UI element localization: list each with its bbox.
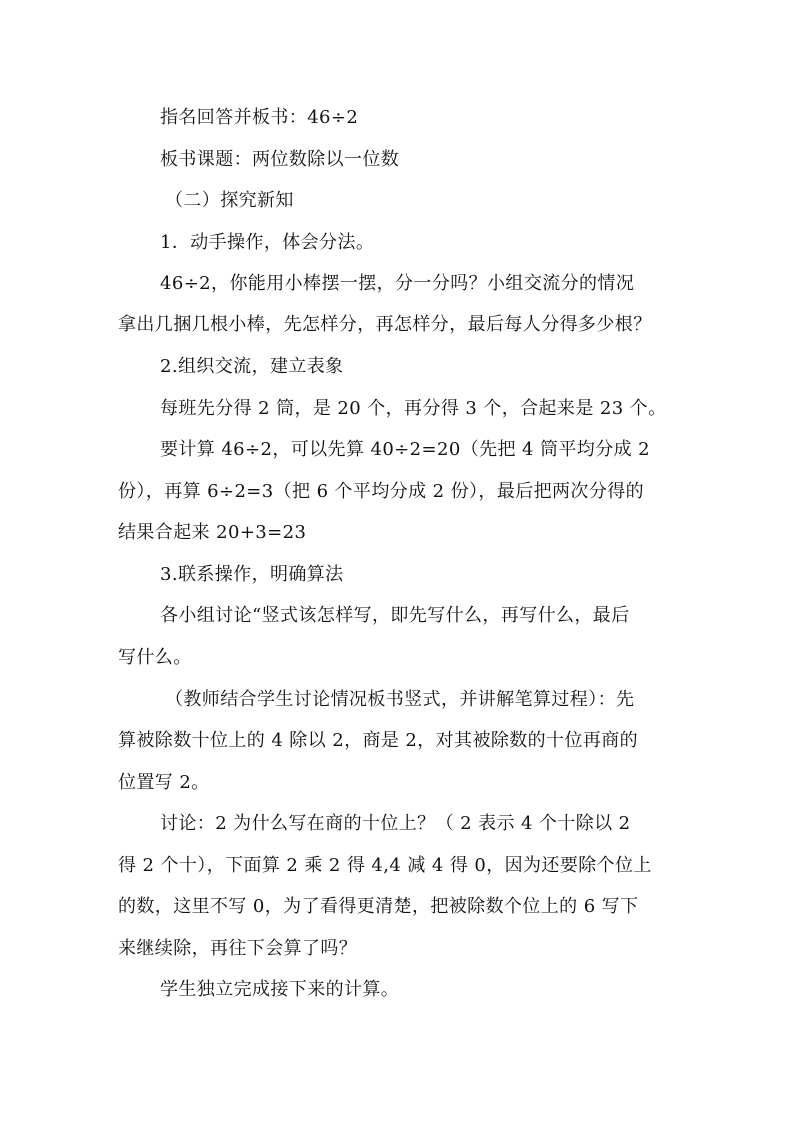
section-heading-explore: （二）探究新知 — [165, 190, 294, 211]
step-heading-1: 1．动手操作，体会分法。 — [160, 232, 375, 253]
text-line-9: 要计算 46÷2，可以先算 40÷2=20（先把 4 筒平均分成 2 — [160, 439, 650, 460]
text-line-8: 每班先分得 2 筒，是 20 个，再分得 3 个，合起来是 23 个。 — [160, 398, 667, 419]
text-line-16: 算被除数十位上的 4 除以 2，商是 2，对其被除数的十位再商的 — [118, 730, 639, 751]
step-heading-3: 3.联系操作，明确算法 — [160, 564, 344, 585]
text-line-21: 来继续除，再往下会算了吗？ — [118, 938, 358, 959]
step-heading-2: 2.组织交流，建立表象 — [160, 356, 344, 377]
text-line-22: 学生独立完成接下来的计算。 — [160, 979, 400, 1000]
text-line-6: 拿出几捆几根小棒，先怎样分，再怎样分，最后每人分得多少根？ — [118, 314, 652, 335]
text-line-15: （教师结合学生讨论情况板书竖式，并讲解笔算过程）：先 — [165, 689, 635, 710]
text-line-2: 板书课题：两位数除以一位数 — [160, 149, 400, 170]
text-line-1: 指名回答并板书：46÷2 — [160, 107, 359, 128]
text-line-20: 的数，这里不写 0，为了看得更清楚，把被除数个位上的 6 写下 — [118, 896, 639, 917]
text-line-18: 讨论：2 为什么写在商的十位上？（ 2 表示 4 个十除以 2 — [160, 813, 631, 834]
text-line-17: 位置写 2。 — [118, 772, 210, 793]
text-line-13: 各小组讨论“竖式该怎样写，即先写什么，再写什么，最后 — [160, 605, 630, 626]
text-line-10: 份），再算 6÷2=3（把 6 个平均分成 2 份），最后把两次分得的 — [118, 481, 645, 502]
text-line-5: 46÷2，你能用小棒摆一摆，分一分吗？小组交流分的情况 — [160, 273, 635, 294]
text-line-11: 结果合起来 20+3=23 — [118, 522, 307, 543]
text-line-19: 得 2 个十），下面算 2 乘 2 得 4,4 减 4 得 0，因为还要除个位上 — [118, 855, 652, 876]
text-line-14: 写什么。 — [118, 647, 192, 668]
